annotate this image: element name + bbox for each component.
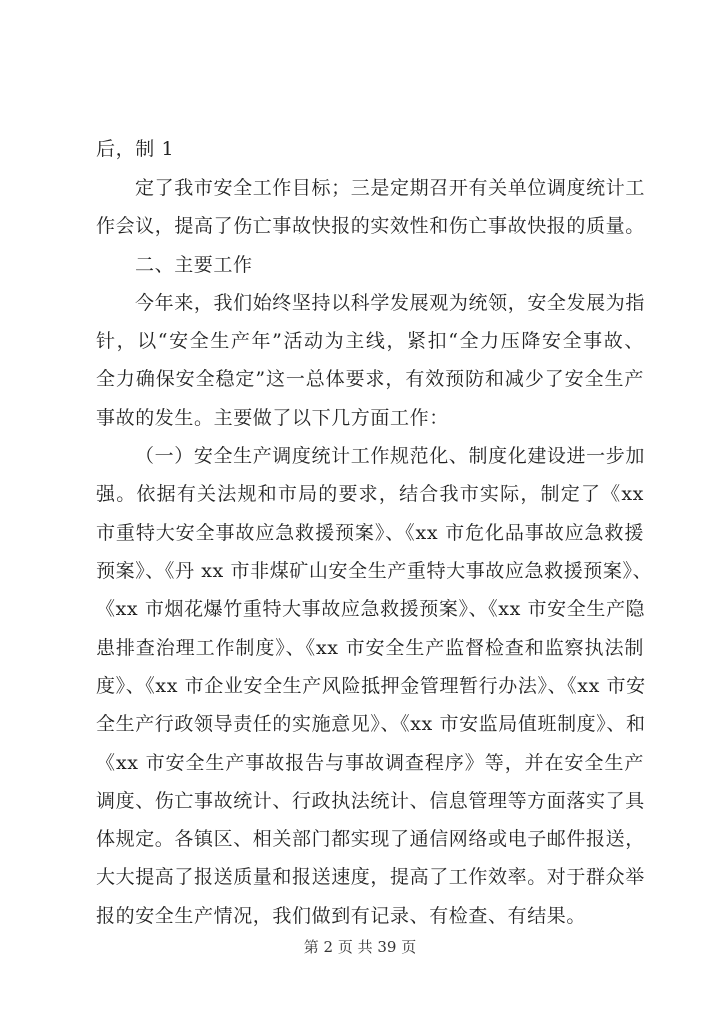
section-heading: 二、主要工作 [135, 254, 253, 276]
text-line: 全力确保安全稳定”这一总体要求，有效预防和减少了安全生产 [96, 368, 644, 390]
page-number: 第 2 页 共 39 页 [303, 938, 417, 956]
text-line: 强。依据有关法规和市局的要求，结合我市实际，制定了《xx [96, 483, 644, 505]
text-line: 度》、《xx 市企业安全生产风险抵押金管理暂行办法》、《xx 市安 [96, 675, 646, 697]
text-line: 体规定。各镇区、相关部门都实现了通信网络或电子邮件报送， [96, 828, 645, 850]
text-line: 针，以“安全生产年”活动为主线，紧扣“全力压降安全事故、 [96, 330, 644, 352]
text-line: 作会议，提高了伤亡事故快报的实效性和伤亡事故快报的质量。 [96, 215, 645, 237]
text-line: 调度、伤亡事故统计、行政执法统计、信息管理等方面落实了具 [96, 790, 645, 812]
text-line: 《xx 市安全生产事故报告与事故调查程序》等，并在安全生产 [96, 752, 644, 774]
text-line: （一）安全生产调度统计工作规范化、制度化建设进一步加 [135, 445, 645, 467]
text-line: 报的安全生产情况，我们做到有记录、有检查、有结果。 [96, 905, 587, 927]
text-line: 预案》、《丹 xx 市非煤矿山安全生产重特大事故应急救援预案》、 [96, 560, 653, 582]
text-line: 今年来，我们始终坚持以科学发展观为统领，安全发展为指 [135, 292, 645, 314]
text-line: 大大提高了报送质量和报送速度，提高了工作效率。对于群众举 [96, 866, 645, 888]
text-line: 全生产行政领导责任的实施意见》、《xx 市安监局值班制度》、和 [96, 713, 646, 735]
text-line: 事故的发生。主要做了以下几方面工作： [96, 407, 449, 429]
text-line: 后，制 1 [96, 138, 175, 160]
text-line: 市重特大安全事故应急救援预案》、《xx 市危化品事故应急救援 [96, 522, 644, 544]
text-line: 患排查治理工作制度》、《xx 市安全生产监督检查和监察执法制 [96, 637, 644, 659]
text-line: 《xx 市烟花爆竹重特大事故应急救援预案》、《xx 市安全生产隐 [96, 598, 646, 620]
text-line: 定了我市安全工作目标；三是定期召开有关单位调度统计工 [135, 177, 645, 199]
